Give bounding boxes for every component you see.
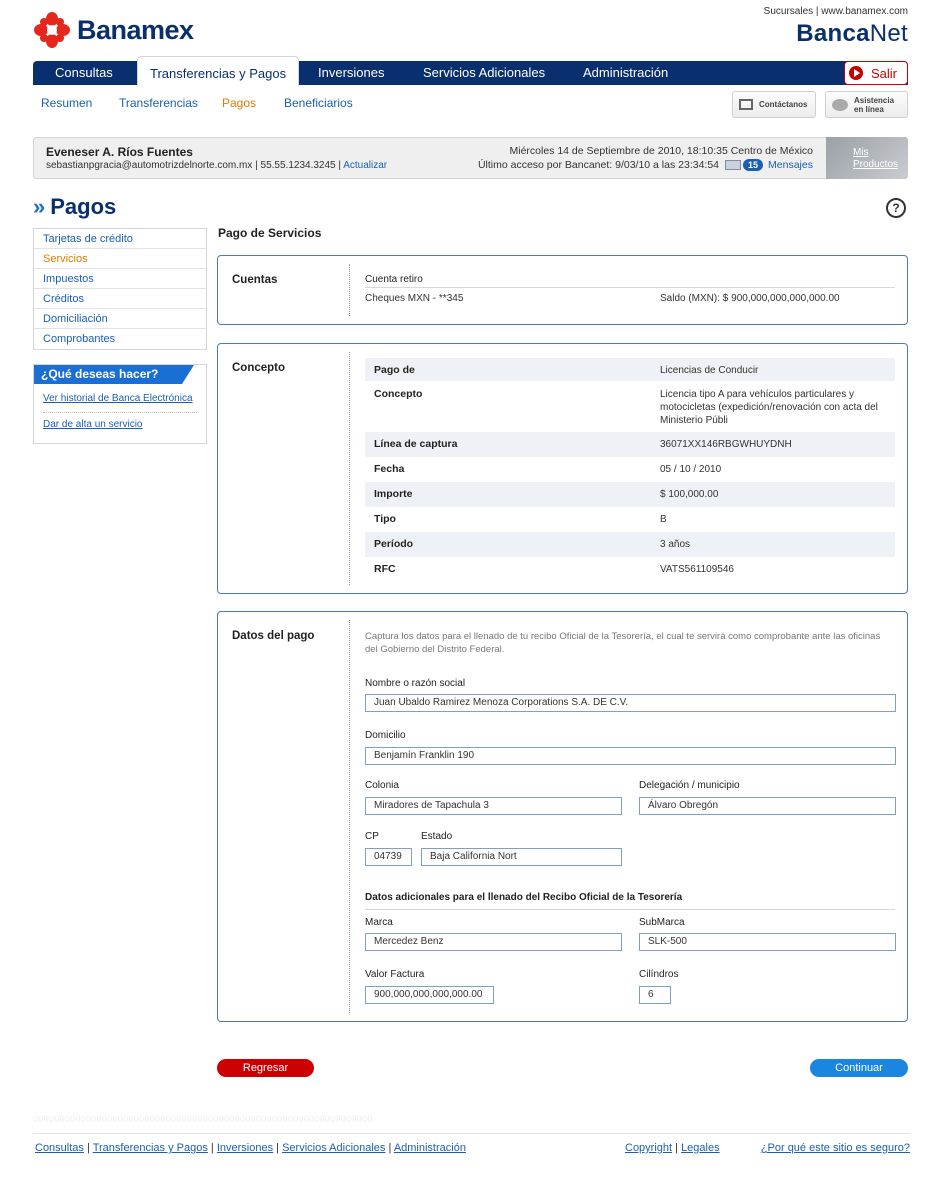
bancanet-banca: Banca bbox=[796, 20, 870, 47]
marca-input[interactable]: Mercedez Benz bbox=[365, 933, 622, 951]
user-phone: 55.55.1234.3245 bbox=[260, 160, 336, 171]
asistencia-line-1: Asistencia bbox=[854, 95, 895, 105]
footer-sep: | bbox=[86, 1142, 93, 1154]
nav-consultas[interactable]: Consultas bbox=[55, 65, 113, 80]
mis-productos-line-1: Mis bbox=[853, 147, 869, 158]
row-value: 05 / 10 / 2010 bbox=[660, 464, 722, 475]
concepto-panel bbox=[217, 343, 908, 594]
table-row bbox=[365, 507, 895, 532]
row-value: $ 100,000.00 bbox=[660, 489, 719, 500]
salir-label: Salir bbox=[871, 65, 898, 81]
side-item-servicios[interactable]: Servicios bbox=[34, 249, 206, 269]
footer-sep: | bbox=[388, 1142, 394, 1154]
asistencia-label bbox=[854, 96, 894, 114]
side-item-creditos[interactable]: Créditos bbox=[34, 289, 206, 309]
table-row bbox=[365, 358, 895, 381]
user-contact bbox=[46, 160, 387, 171]
estado-label: Estado bbox=[421, 831, 453, 842]
subnav-pagos[interactable]: Pagos bbox=[222, 96, 257, 110]
footer-inversiones[interactable]: Inversiones bbox=[216, 1142, 274, 1154]
que-deseas-box bbox=[33, 364, 207, 444]
cuenta-retiro-label: Cuenta retiro bbox=[365, 274, 423, 285]
table-row bbox=[365, 381, 895, 432]
sucursales-link[interactable]: Sucursales bbox=[763, 6, 814, 17]
footer-security bbox=[761, 1142, 910, 1154]
bancanet-title bbox=[796, 20, 908, 48]
footer-sep: | bbox=[210, 1142, 217, 1154]
row-key: Fecha bbox=[374, 463, 405, 475]
double-chevron-icon: » bbox=[33, 194, 43, 219]
banamex-logo-icon bbox=[33, 11, 71, 49]
side-menu bbox=[33, 228, 207, 350]
regresar-button[interactable]: Regresar bbox=[217, 1059, 314, 1077]
current-date: Miércoles 14 de Septiembre de 2010, 18:10:35 Centro de México bbox=[509, 145, 813, 157]
table-row bbox=[365, 457, 895, 482]
footer-servicios-adicionales[interactable]: Servicios Adicionales bbox=[282, 1142, 386, 1154]
user-name: Eveneser A. Ríos Fuentes bbox=[46, 145, 193, 159]
footer-sep: | bbox=[276, 1142, 283, 1154]
footer-nav bbox=[35, 1142, 466, 1154]
submarca-input[interactable]: SLK-500 bbox=[639, 933, 896, 951]
concepto-table bbox=[365, 358, 895, 582]
banamex-site-link[interactable]: www.banamex.com bbox=[821, 6, 908, 17]
last-access bbox=[478, 159, 813, 171]
side-item-tarjetas[interactable]: Tarjetas de crédito bbox=[34, 229, 206, 249]
footer-sep: | bbox=[675, 1142, 682, 1154]
que-deseas-title: ¿Qué deseas hacer? bbox=[34, 365, 182, 384]
delegacion-label: Delegación / municipio bbox=[639, 780, 740, 791]
cilindros-input[interactable]: 6 bbox=[639, 986, 671, 1004]
row-key: Línea de captura bbox=[374, 438, 458, 450]
row-key: Importe bbox=[374, 488, 413, 500]
logo-text: Banamex bbox=[77, 14, 194, 45]
nombre-label: Nombre o razón social bbox=[365, 678, 466, 689]
historial-link[interactable]: Ver historial de Banca Electrónica bbox=[43, 393, 193, 404]
cilindros-label: Cilíndros bbox=[639, 969, 679, 980]
colonia-label: Colonia bbox=[365, 780, 399, 791]
row-value: VATS561109546 bbox=[660, 564, 734, 575]
valor-factura-label: Valor Factura bbox=[365, 969, 425, 980]
row-value: Licencia tipo A para vehículos particulares y motocicletas (expedición/renovación con acta del Ministerio Públi bbox=[660, 389, 878, 426]
que-separator bbox=[43, 412, 197, 413]
logout-icon bbox=[849, 66, 863, 80]
footer-divider bbox=[33, 1133, 910, 1134]
table-row bbox=[365, 482, 895, 507]
cuentas-rule bbox=[365, 287, 895, 288]
side-item-domiciliacion[interactable]: Domiciliación bbox=[34, 309, 206, 329]
panel-divider bbox=[349, 352, 350, 585]
page-title bbox=[33, 194, 116, 220]
cp-input[interactable]: 04739 bbox=[365, 848, 412, 866]
mis-productos-button[interactable] bbox=[826, 137, 908, 179]
row-key: Período bbox=[374, 538, 414, 550]
nav-administracion[interactable]: Administración bbox=[583, 65, 669, 80]
envelope-icon[interactable] bbox=[725, 160, 741, 170]
panel-divider bbox=[349, 264, 350, 316]
side-item-comprobantes[interactable]: Comprobantes bbox=[43, 333, 116, 345]
tracking-zeros: 0000000000000000000000000000000000000000000000000000000000000000 bbox=[33, 1114, 373, 1124]
datos-intro: Captura los datos para el llenado de tu recibo Oficial de la Tesorería, el cual te servirá como comprobante ante las oficinas del Gobierno del Distrito Federal. bbox=[365, 631, 881, 655]
monitor-icon bbox=[739, 99, 753, 110]
asistencia-line-2: en línea bbox=[854, 104, 884, 114]
page-title-text: Pagos bbox=[50, 194, 117, 219]
cuenta-value[interactable]: Cheques MXN - **345 bbox=[365, 293, 464, 304]
domicilio-label: Domicilio bbox=[365, 730, 406, 741]
panel-divider bbox=[349, 620, 350, 1013]
estado-input[interactable]: Baja California Nort bbox=[421, 848, 622, 866]
meta-separator-1: | bbox=[255, 160, 261, 171]
main-nav bbox=[33, 61, 908, 85]
datos-adicionales-heading: Datos adicionales para el llenado del Recibo Oficial de la Tesorería bbox=[365, 892, 895, 910]
submarca-label: SubMarca bbox=[639, 917, 685, 928]
top-links bbox=[764, 6, 908, 17]
asistencia-button[interactable] bbox=[825, 91, 908, 118]
subnav-resumen[interactable]: Resumen bbox=[41, 96, 93, 110]
colonia-input[interactable]: Miradores de Tapachula 3 bbox=[365, 797, 622, 815]
meta-separator-2: | bbox=[338, 160, 344, 171]
side-item-impuestos[interactable]: Impuestos bbox=[34, 269, 206, 289]
contactanos-label: Contáctanos bbox=[759, 100, 808, 109]
footer-legales[interactable]: Legales bbox=[681, 1142, 720, 1154]
footer-administracion[interactable]: Administración bbox=[393, 1142, 466, 1154]
row-value: B bbox=[660, 514, 667, 525]
row-key: Tipo bbox=[374, 513, 396, 525]
concepto-label: Concepto bbox=[232, 362, 286, 374]
table-row bbox=[365, 532, 895, 557]
alta-servicio-link[interactable]: Dar de alta un servicio bbox=[43, 419, 143, 430]
subnav-beneficiarios[interactable]: Beneficiarios bbox=[284, 96, 353, 110]
nav-transferencias-pagos[interactable]: Transferencias y Pagos bbox=[137, 56, 299, 86]
nav-servicios-adicionales[interactable]: Servicios Adicionales bbox=[423, 65, 546, 80]
domicilio-input[interactable]: Benjamín Franklin 190 bbox=[365, 747, 896, 765]
banamex-logo[interactable] bbox=[33, 10, 194, 50]
table-row bbox=[365, 557, 895, 582]
table-row bbox=[365, 432, 895, 457]
datos-pago-label: Datos del pago bbox=[232, 630, 315, 642]
top-links-separator: | bbox=[815, 6, 822, 17]
row-value: 3 años bbox=[660, 539, 691, 550]
content-title: Pago de Servicios bbox=[218, 226, 322, 240]
user-email: sebastianpgracia@automotrizdelnorte.com.mx bbox=[46, 160, 253, 171]
salir-button[interactable] bbox=[844, 61, 908, 85]
footer-copyright[interactable]: Copyright bbox=[625, 1142, 673, 1154]
row-key: Pago de bbox=[374, 364, 415, 376]
help-icon[interactable]: ? bbox=[886, 198, 906, 218]
valor-factura-input[interactable]: 900,000,000,000,000.00 bbox=[365, 986, 494, 1004]
marca-label: Marca bbox=[365, 917, 393, 928]
footer-transferencias-pagos[interactable]: Transferencias y Pagos bbox=[92, 1142, 208, 1154]
delegacion-input[interactable]: Álvaro Obregón bbox=[639, 797, 896, 815]
actualizar-link[interactable]: Actualizar bbox=[343, 160, 388, 171]
row-key: Concepto bbox=[374, 388, 423, 400]
messages-badge: 15 bbox=[743, 159, 763, 171]
cp-label: CP bbox=[365, 831, 379, 842]
nombre-input[interactable]: Juan Ubaldo Ramirez Menoza Corporations S.A. DE C.V. bbox=[365, 694, 896, 712]
chat-icon bbox=[832, 99, 848, 111]
footer-legal bbox=[625, 1142, 720, 1154]
cuentas-panel bbox=[217, 255, 908, 325]
last-access-text: Último acceso por Bancanet: 9/03/10 a las 23:34:54 bbox=[477, 159, 720, 171]
bancanet-net: Net bbox=[869, 20, 908, 47]
subnav-transferencias[interactable]: Transferencias bbox=[119, 96, 198, 110]
contactanos-button[interactable] bbox=[732, 91, 816, 118]
continuar-button[interactable]: Continuar bbox=[810, 1059, 908, 1077]
row-key: RFC bbox=[374, 563, 396, 575]
row-value: 36071XX146RBGWHUYDNH bbox=[660, 439, 792, 450]
datos-pago-panel bbox=[217, 611, 908, 1022]
row-value: Licencias de Conducir bbox=[660, 365, 759, 376]
footer-consultas[interactable]: Consultas bbox=[35, 1142, 84, 1154]
footer-seguro-link[interactable]: ¿Por qué este sitio es seguro? bbox=[760, 1142, 910, 1154]
cuentas-label: Cuentas bbox=[232, 274, 278, 286]
mis-productos-line-2: Productos bbox=[853, 159, 899, 170]
nav-inversiones[interactable]: Inversiones bbox=[318, 65, 385, 80]
saldo-value: Saldo (MXN): $ 900,000,000,000,000.00 bbox=[660, 293, 840, 304]
mensajes-link[interactable]: Mensajes bbox=[768, 159, 813, 171]
